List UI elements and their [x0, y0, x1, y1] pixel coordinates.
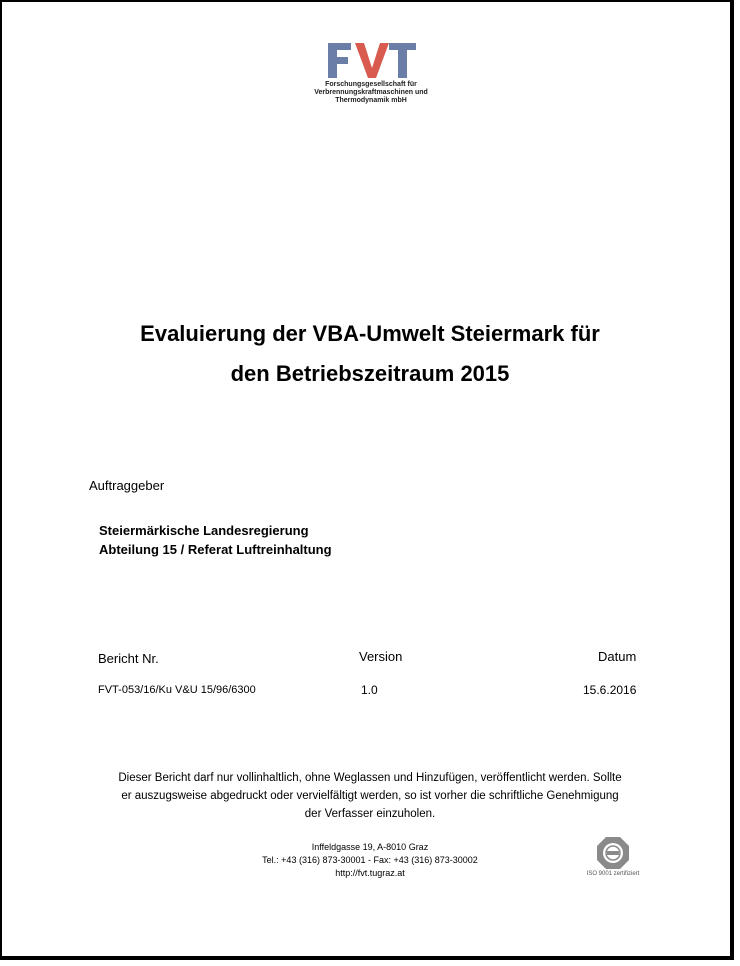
- org-name: [296, 81, 446, 105]
- certification-text: ISO 9001 zertifiziert: [586, 871, 640, 877]
- fvt-logo: [296, 40, 446, 112]
- disclaimer-line: er auszugsweise abgedruckt oder vervielfältigt werden, so ist vorher die schriftliche Genehmigung: [121, 790, 619, 802]
- title-line-2: den Betriebszeitraum 2015: [230, 361, 510, 386]
- report-number-value: FVT-053/16/Ku V&U 15/96/6300: [98, 684, 256, 696]
- version-label: Version: [359, 649, 403, 664]
- version-value: 1.0: [361, 683, 378, 697]
- org-name-line: Verbrennungskraftmaschinen und: [314, 89, 428, 96]
- client-block: [99, 521, 332, 559]
- client-department: Abteilung 15 / Referat Luftreinhaltung: [99, 542, 332, 557]
- client-label: Auftraggeber: [89, 478, 165, 493]
- client-name: Steiermärkische Landesregierung: [99, 523, 309, 538]
- fvt-logo-icon: [326, 40, 418, 80]
- date-value: 15.6.2016: [583, 683, 637, 697]
- tuv-certification-icon: [596, 836, 630, 870]
- footer-address: Inffeldgasse 19, A-8010 Graz: [311, 842, 429, 852]
- certification-badge: [576, 836, 650, 877]
- date-label: Datum: [598, 649, 637, 664]
- org-name-line: Thermodynamik mbH: [335, 97, 407, 104]
- footer-phone: Tel.: +43 (316) 873-30001 - Fax: +43 (316) 873-30002: [262, 855, 478, 865]
- disclaimer-line: Dieser Bericht darf nur vollinhaltlich, ohne Weglassen und Hinzufügen, veröffentlicht werden. Sollte: [118, 772, 622, 784]
- org-name-line: Forschungsgesellschaft für: [325, 81, 417, 88]
- report-number-label: Bericht Nr.: [98, 651, 159, 666]
- footer-web: http://fvt.tugraz.at: [335, 868, 405, 878]
- title-line-1: Evaluierung der VBA-Umwelt Steiermark für: [140, 321, 600, 346]
- disclaimer-line: der Verfasser einzuholen.: [304, 808, 436, 820]
- disclaimer: [70, 769, 670, 823]
- document-title: [60, 314, 680, 394]
- footer-contact: [220, 841, 520, 880]
